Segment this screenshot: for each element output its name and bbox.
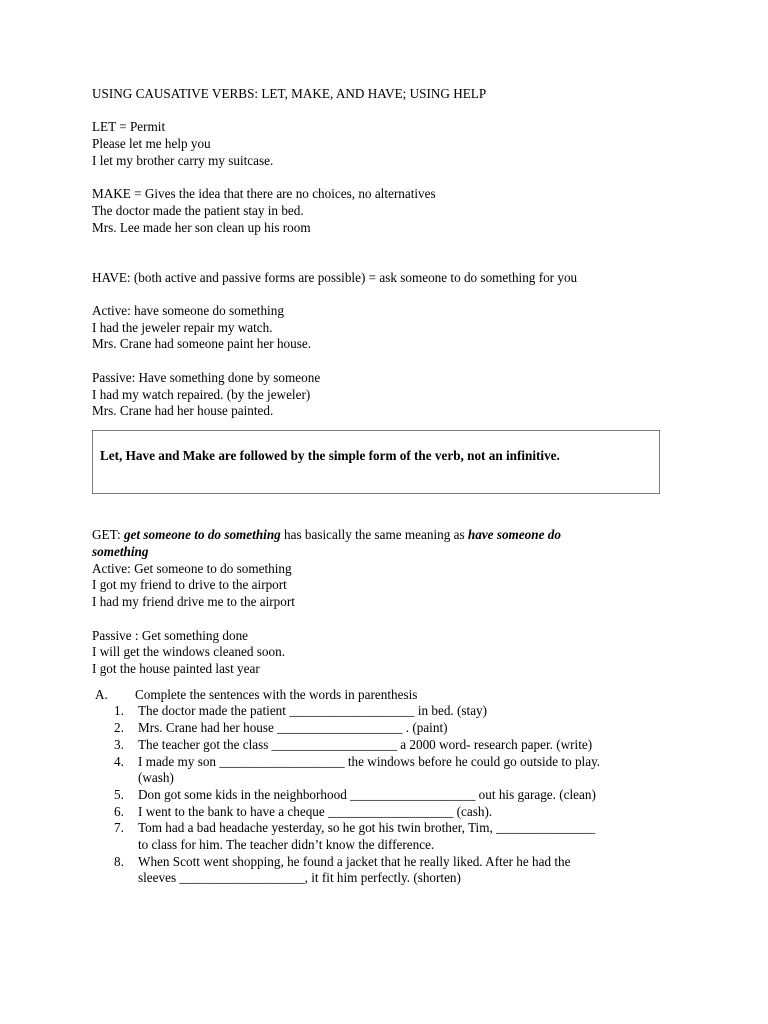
item-number: 7. <box>114 820 124 836</box>
exercise-instruction: Complete the sentences with the words in parenthesis <box>135 686 418 702</box>
get-section <box>92 527 682 677</box>
item-text: Tom had a bad headache yesterday, so he got his twin brother, Tim, <box>138 820 497 836</box>
get-passive-example: I got the house painted last year <box>92 660 260 676</box>
answer-blank[interactable]: ___________________ <box>328 803 454 819</box>
item-number: 3. <box>114 736 124 752</box>
item-text-continued: to class for him. The teacher didn’t know the difference. <box>138 837 435 853</box>
answer-blank[interactable]: ___________________ <box>277 720 403 736</box>
let-section <box>92 119 682 169</box>
exercise-item-7 <box>92 820 682 853</box>
item-number: 1. <box>114 703 124 719</box>
have-active-example: I had the jeweler repair my watch. <box>92 319 273 335</box>
get-phrase: get someone to do something <box>123 527 281 543</box>
item-text: a 2000 word- research paper. (write) <box>396 736 593 752</box>
get-passive-example: I will get the windows cleaned soon. <box>92 644 286 660</box>
have-definition: HAVE: (both active and passive forms are possible) = ask someone to do something for you <box>92 269 578 285</box>
let-example: I let my brother carry my suitcase. <box>92 152 274 168</box>
make-example: The doctor made the patient stay in bed. <box>92 202 304 218</box>
get-active-heading: Active: Get someone to do something <box>92 560 292 576</box>
exercise-item-8 <box>92 854 682 887</box>
answer-blank[interactable]: ___________________ <box>271 736 397 752</box>
have-phrase-continued: something <box>92 544 149 560</box>
item-text: . (paint) <box>402 720 448 736</box>
make-example: Mrs. Lee made her son clean up his room <box>92 219 311 235</box>
item-number: 4. <box>114 753 124 769</box>
page-title: USING CAUSATIVE VERBS: LET, MAKE, AND HAVE; USING HELP <box>92 86 487 101</box>
item-text-continued: (wash) <box>138 770 174 786</box>
have-active-example: Mrs. Crane had someone paint her house. <box>92 336 312 352</box>
item-text: I went to the bank to have a cheque <box>138 803 329 819</box>
have-passive-example: Mrs. Crane had her house painted. <box>92 403 274 419</box>
let-definition: LET = Permit <box>92 119 166 135</box>
exercise-header <box>92 687 682 704</box>
item-text: the windows before he could go outside to play. <box>344 753 601 769</box>
get-passive-heading: Passive : Get something done <box>92 627 249 643</box>
item-number: 5. <box>114 786 124 802</box>
item-text: The teacher got the class <box>138 736 272 752</box>
have-section <box>92 270 682 420</box>
get-active-example: I had my friend drive me to the airport <box>92 594 295 610</box>
make-section <box>92 186 682 236</box>
item-number: 8. <box>114 853 124 869</box>
note-text: Let, Have and Make are followed by the simple form of the verb, not an infinitive. <box>100 447 560 463</box>
get-label: GET: <box>92 527 124 543</box>
item-text-continued: , it fit him perfectly. (shorten) <box>304 870 461 886</box>
answer-blank[interactable]: ___________________ <box>350 786 476 802</box>
item-text: The doctor made the patient <box>138 703 290 719</box>
item-text: Mrs. Crane had her house <box>138 720 278 736</box>
item-number: 2. <box>114 720 124 736</box>
item-text-continued: sleeves <box>138 870 180 886</box>
answer-blank[interactable]: ___________________ <box>219 753 345 769</box>
worksheet-page <box>92 86 682 887</box>
exercise-section <box>92 687 682 887</box>
item-text: Don got some kids in the neighborhood <box>138 786 351 802</box>
item-text: I made my son <box>138 753 220 769</box>
item-text: When Scott went shopping, he found a jacket that he really liked. After he had the <box>138 853 571 869</box>
item-text: out his garage. (clean) <box>475 786 596 802</box>
item-text: in bed. (stay) <box>414 703 488 719</box>
note-box <box>92 430 660 494</box>
get-middle-text: has basically the same meaning as <box>280 527 468 543</box>
exercise-item-6 <box>92 804 682 821</box>
exercise-list <box>92 703 682 887</box>
exercise-item-1 <box>92 703 682 720</box>
answer-blank[interactable]: ___________________ <box>289 703 415 719</box>
exercise-item-4 <box>92 754 682 787</box>
exercise-letter: A. <box>95 686 108 702</box>
get-definition <box>92 527 682 544</box>
have-active-heading: Active: have someone do something <box>92 303 284 319</box>
item-number: 6. <box>114 803 124 819</box>
answer-blank[interactable]: _______________ <box>496 820 595 836</box>
get-active-example: I got my friend to drive to the airport <box>92 577 287 593</box>
make-definition: MAKE = Gives the idea that there are no choices, no alternatives <box>92 186 436 202</box>
have-passive-example: I had my watch repaired. (by the jeweler) <box>92 386 311 402</box>
have-phrase: have someone do <box>467 527 561 543</box>
have-passive-heading: Passive: Have something done by someone <box>92 369 321 385</box>
exercise-item-5 <box>92 787 682 804</box>
exercise-item-3 <box>92 737 682 754</box>
let-example: Please let me help you <box>92 136 211 152</box>
answer-blank[interactable]: ___________________ <box>179 870 305 886</box>
item-text: (cash). <box>453 803 493 819</box>
exercise-item-2 <box>92 720 682 737</box>
